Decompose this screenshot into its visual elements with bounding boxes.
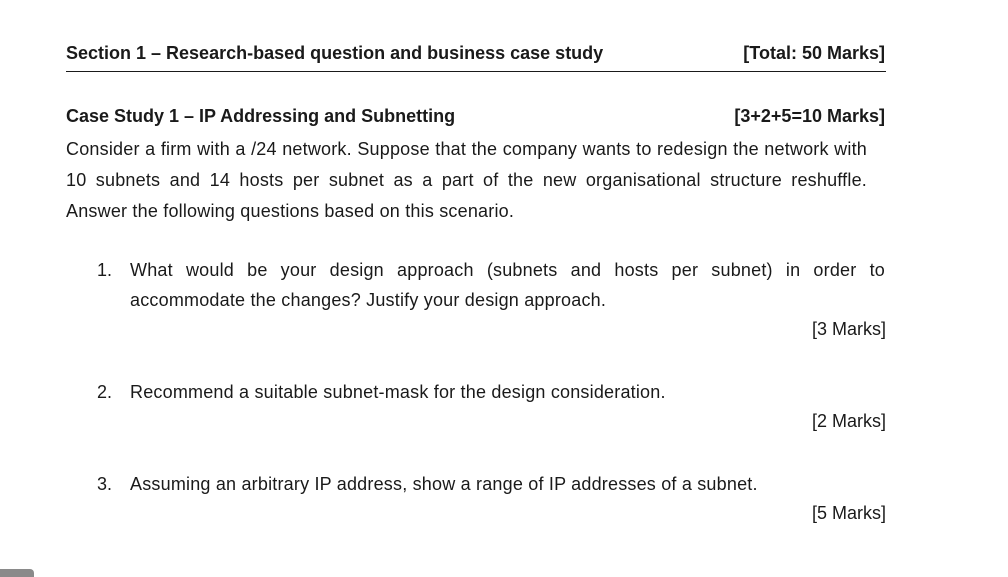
section-title: Section 1 – Research-based question and business case study <box>66 43 604 63</box>
question-text: What would be your design approach (subnets and hosts per subnet) in order to accommodate the changes? Justify your design approach. <box>130 260 885 310</box>
question-number: 2. <box>97 382 113 402</box>
question-marks: [3 Marks] <box>811 319 886 339</box>
question-marks: [2 Marks] <box>811 411 886 431</box>
scrollbar-thumb[interactable] <box>0 569 34 577</box>
question-number: 3. <box>97 474 113 494</box>
question-text: Assuming an arbitrary IP address, show a range of IP addresses of a subnet. <box>130 474 758 494</box>
section-total-marks: [Total: 50 Marks] <box>743 43 885 63</box>
question-text: Recommend a suitable subnet-mask for the design consideration. <box>130 382 666 402</box>
case-study-marks: [3+2+5=10 Marks] <box>734 106 885 126</box>
question-marks: [5 Marks] <box>811 503 886 523</box>
case-study-intro: Consider a firm with a /24 network. Suppose that the company wants to redesign the network with 10 subnets and 14 hosts per subnet as a part of the new organisational structure reshuffle. Answer the following questions based on this scenario. <box>66 139 867 221</box>
case-study-title: Case Study 1 – IP Addressing and Subnetting <box>66 106 456 126</box>
section-header <box>66 41 886 72</box>
question-number: 1. <box>97 260 113 280</box>
